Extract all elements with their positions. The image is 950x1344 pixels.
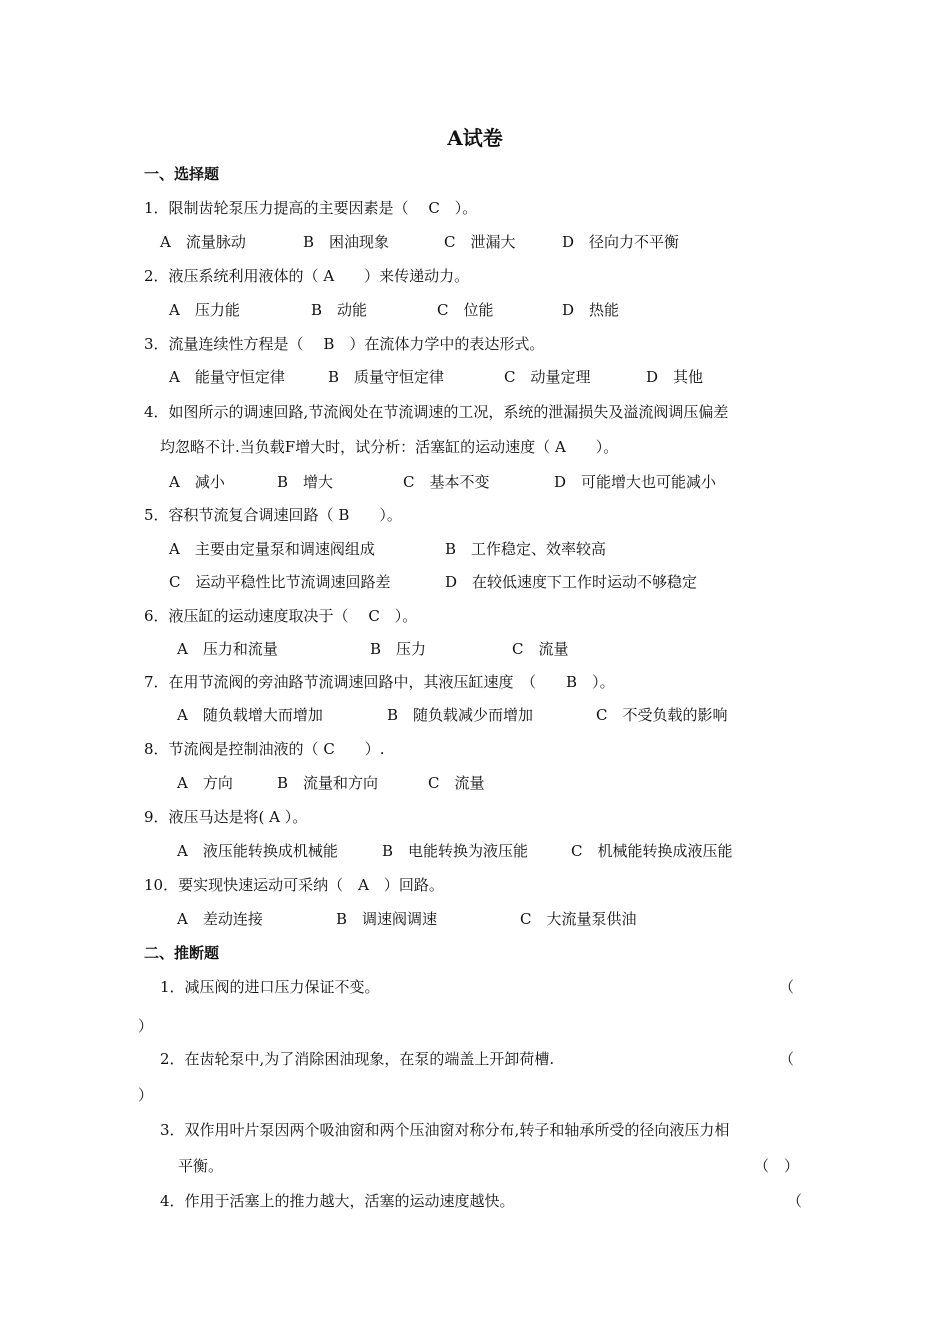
judgement-item-2: 2．在齿轮泵中,为了消除困油现象，在泵的端盖上开卸荷槽.	[160, 1050, 555, 1068]
q7-option-b: B 随负载减少而增加	[387, 706, 534, 724]
q8-option-a: A 方向	[177, 774, 233, 792]
judgement-item-4: 4．作用于活塞上的推力越大，活塞的运动速度越快。	[160, 1192, 515, 1210]
judgement-item-3-continued: 平衡。	[178, 1157, 224, 1175]
q2-option-b: B 动能	[311, 301, 368, 319]
q9-option-b: B 电能转换为液压能	[382, 842, 529, 860]
q1-option-c: C 泄漏大	[444, 233, 516, 251]
question-4-continued: 均忽略不计.当负载F增大时，试分析：活塞缸的运动速度（ A ）。	[160, 438, 619, 456]
q7-option-c: C 不受负载的影响	[596, 706, 728, 724]
q4-option-c: C 基本不变	[403, 473, 490, 491]
q9-option-c: C 机械能转换成液压能	[571, 842, 733, 860]
judgement-1-answer-close: ）	[138, 1017, 154, 1035]
q1-option-d: D 径向力不平衡	[562, 233, 680, 251]
question-2: 2．液压系统利用液体的（ A ）来传递动力。	[144, 267, 470, 285]
judgement-4-answer-open: （	[787, 1192, 803, 1210]
q10-option-c: C 大流量泵供油	[520, 910, 637, 928]
q2-option-c: C 位能	[437, 301, 494, 319]
q6-option-a: A 压力和流量	[177, 640, 278, 658]
judgement-2-answer-open: （	[779, 1050, 795, 1068]
question-1: 1．限制齿轮泵压力提高的主要因素是（ C ）。	[144, 199, 478, 217]
q1-option-a: A 流量脉动	[160, 233, 246, 251]
q6-option-c: C 流量	[512, 640, 569, 658]
judgement-item-3: 3．双作用叶片泵因两个吸油窗和两个压油窗对称分布,转子和轴承所受的径向液压力相	[160, 1121, 730, 1139]
section-heading-judgement: 二、推断题	[144, 944, 220, 962]
q10-option-b: B 调速阀调速	[336, 910, 438, 928]
section-heading-choice: 一、选择题	[144, 165, 220, 183]
question-9: 9．液压马达是将( A ）。	[144, 808, 308, 826]
q5-option-b: B 工作稳定、效率较高	[445, 540, 607, 558]
judgement-1-answer-open: （	[779, 978, 795, 996]
q5-option-c: C 运动平稳性比节流调速回路差	[169, 573, 391, 591]
q6-option-b: B 压力	[370, 640, 427, 658]
question-4: 4．如图所示的调速回路,节流阀处在节流调速的工况，系统的泄漏损失及溢流阀调压偏差	[144, 403, 729, 421]
question-8: 8．节流阀是控制油液的（ C ）.	[144, 740, 385, 758]
q3-option-a: A 能量守恒定律	[169, 368, 285, 386]
question-3: 3．流量连续性方程是（ B ）在流体力学中的表达形式。	[144, 335, 545, 353]
q8-option-c: C 流量	[428, 774, 485, 792]
q2-option-a: A 压力能	[169, 301, 240, 319]
q3-option-d: D 其他	[646, 368, 704, 386]
q4-option-a: A 减小	[169, 473, 225, 491]
q3-option-b: B 质量守恒定律	[328, 368, 445, 386]
document-title: A试卷	[447, 126, 503, 150]
q4-option-d: D 可能增大也可能减小	[554, 473, 717, 491]
q7-option-a: A 随负载增大而增加	[177, 706, 323, 724]
judgement-3-answer-paren: （ ）	[754, 1157, 800, 1175]
question-5: 5．容积节流复合调速回路（ B ）。	[144, 506, 402, 524]
question-7: 7．在用节流阀的旁油路节流调速回路中，其液压缸速度 （ B ）。	[144, 673, 615, 691]
question-6: 6．液压缸的运动速度取决于（ C ）。	[144, 607, 418, 625]
q8-option-b: B 流量和方向	[277, 774, 379, 792]
q2-option-d: D 热能	[562, 301, 620, 319]
q1-option-b: B 困油现象	[303, 233, 390, 251]
judgement-item-1: 1．减压阀的进口压力保证不变。	[160, 978, 380, 996]
q10-option-a: A 差动连接	[177, 910, 263, 928]
q3-option-c: C 动量定理	[504, 368, 591, 386]
q5-option-a: A 主要由定量泵和调速阀组成	[169, 540, 375, 558]
q9-option-a: A 液压能转换成机械能	[177, 842, 338, 860]
q4-option-b: B 增大	[277, 473, 334, 491]
judgement-2-answer-close: ）	[138, 1086, 154, 1104]
question-10: 10．要实现快速运动可采纳（ A ）回路。	[144, 876, 444, 894]
q5-option-d: D 在较低速度下工作时运动不够稳定	[445, 573, 698, 591]
